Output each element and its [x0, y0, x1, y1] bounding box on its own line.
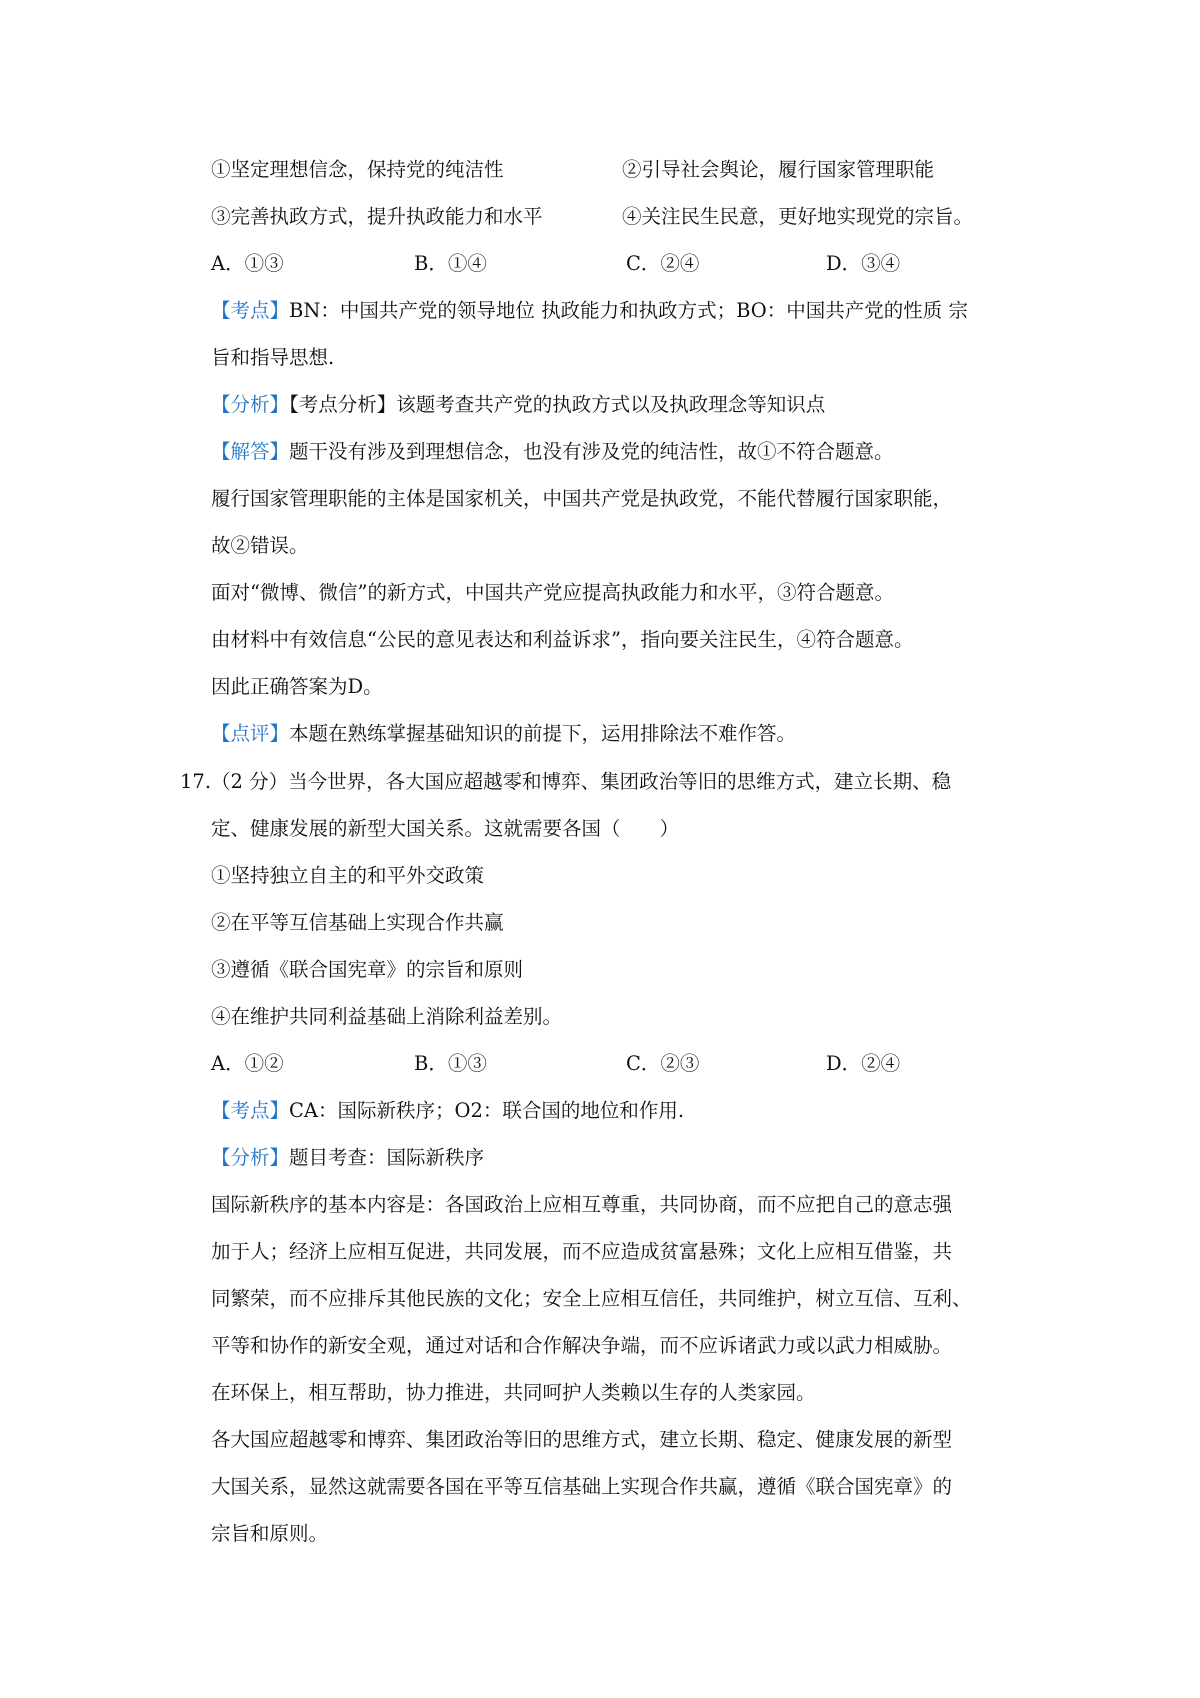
q17-analysis-line-3: 同繁荣，而不应排斥其他民族的文化；安全上应相互信任，共同维护，树立互信、互利、 — [211, 1287, 972, 1310]
q16-choice-2: ②引导社会舆论，履行国家管理职能 — [622, 158, 935, 181]
kaodian-text: BN：中国共产党的领导地位 执政能力和执政方式；BO：中国共产党的性质 宗 — [289, 299, 968, 322]
q17-choice-4: ④在维护共同利益基础上消除利益差别。 — [211, 1005, 563, 1028]
fenxi-text: 【考点分析】该题考查共产党的执政方式以及执政理念等知识点 — [289, 393, 826, 416]
q17-analysis-line-5: 在环保上，相互帮助，协力推进，共同呵护人类赖以生存的人类家园。 — [211, 1381, 816, 1404]
q17-option-c: C．②③ — [626, 1052, 700, 1075]
q16-choice-row-1 — [211, 160, 504, 180]
q17-fenxi — [211, 1148, 484, 1168]
q16-answer-line-4: 由材料中有效信息“公民的意见表达和利益诉求”，指向要关注民生，④符合题意。 — [211, 628, 914, 651]
q17-analysis-line-1: 国际新秩序的基本内容是：各国政治上应相互尊重，共同协商，而不应把自己的意志强 — [211, 1193, 953, 1216]
q17-stem-line-2: 定、健康发展的新型大国关系。这就需要各国（ ） — [211, 817, 680, 840]
q16-answer-line-1: 履行国家管理职能的主体是国家机关，中国共产党是执政党，不能代替履行国家职能， — [211, 487, 953, 510]
q17-analysis-line-2: 加于人；经济上应相互促进，共同发展，而不应造成贫富悬殊；文化上应相互借鉴，共 — [211, 1240, 953, 1263]
q16-answer-line-5: 因此正确答案为D。 — [211, 675, 383, 698]
q16-option-c: C．②④ — [626, 252, 700, 275]
q17-analysis-line-4: 平等和协作的新安全观，通过对话和合作解决争端，而不应诉诸武力或以武力相威胁。 — [211, 1334, 953, 1357]
q17-choice-1: ①坚持独立自主的和平外交政策 — [211, 864, 485, 887]
q16-option-d: D．③④ — [826, 252, 901, 275]
jieda-text: 题干没有涉及到理想信念，也没有涉及党的纯洁性，故①不符合题意。 — [289, 440, 894, 463]
q17-option-a: A．①② — [211, 1052, 284, 1075]
q17-choice-2: ②在平等互信基础上实现合作共赢 — [211, 911, 504, 934]
q17-option-b: B．①③ — [414, 1052, 487, 1075]
jieda-tag: 【解答】 — [211, 440, 290, 463]
dianping-text: 本题在熟练掌握基础知识的前提下，运用排除法不难作答。 — [289, 722, 797, 745]
q16-option-a: A．①③ — [211, 252, 284, 275]
q17-analysis-line-6: 各大国应超越零和博弈、集团政治等旧的思维方式，建立长期、稳定、健康发展的新型 — [211, 1428, 953, 1451]
q17-option-d: D．②④ — [826, 1052, 901, 1075]
q16-kaodian — [211, 301, 968, 321]
fenxi-tag: 【分析】 — [211, 1146, 290, 1169]
q17-stem-line-1: 17.（2 分）当今世界，各大国应超越零和博弈、集团政治等旧的思维方式，建立长期、稳 — [180, 770, 952, 793]
kaodian-text: CA：国际新秩序；O2：联合国的地位和作用. — [289, 1099, 685, 1122]
q16-choice-4: ④关注民生民意，更好地实现党的宗旨。 — [622, 205, 974, 228]
q16-choice-1: ①坚定理想信念，保持党的纯洁性 — [211, 158, 504, 181]
q17-choice-3: ③遵循《联合国宪章》的宗旨和原则 — [211, 958, 524, 981]
q16-fenxi — [211, 395, 825, 415]
q16-dianping — [211, 724, 796, 744]
q16-choice-3: ③完善执政方式，提升执政能力和水平 — [211, 205, 543, 228]
q16-kaodian-cont: 旨和指导思想. — [211, 346, 335, 369]
q17-kaodian — [211, 1101, 684, 1121]
kaodian-tag: 【考点】 — [211, 1099, 290, 1122]
kaodian-tag: 【考点】 — [211, 299, 290, 322]
q16-option-b: B．①④ — [414, 252, 487, 275]
fenxi-text: 题目考查：国际新秩序 — [289, 1146, 485, 1169]
q17-analysis-line-7: 大国关系，显然这就需要各国在平等互信基础上实现合作共赢，遵循《联合国宪章》的 — [211, 1475, 953, 1498]
fenxi-tag: 【分析】 — [211, 393, 290, 416]
q17-analysis-line-8: 宗旨和原则。 — [211, 1522, 329, 1545]
dianping-tag: 【点评】 — [211, 722, 290, 745]
q16-jieda — [211, 442, 894, 462]
q16-answer-line-3: 面对“微博、微信”的新方式，中国共产党应提高执政能力和水平，③符合题意。 — [211, 581, 894, 604]
q16-answer-line-2: 故②错误。 — [211, 534, 309, 557]
